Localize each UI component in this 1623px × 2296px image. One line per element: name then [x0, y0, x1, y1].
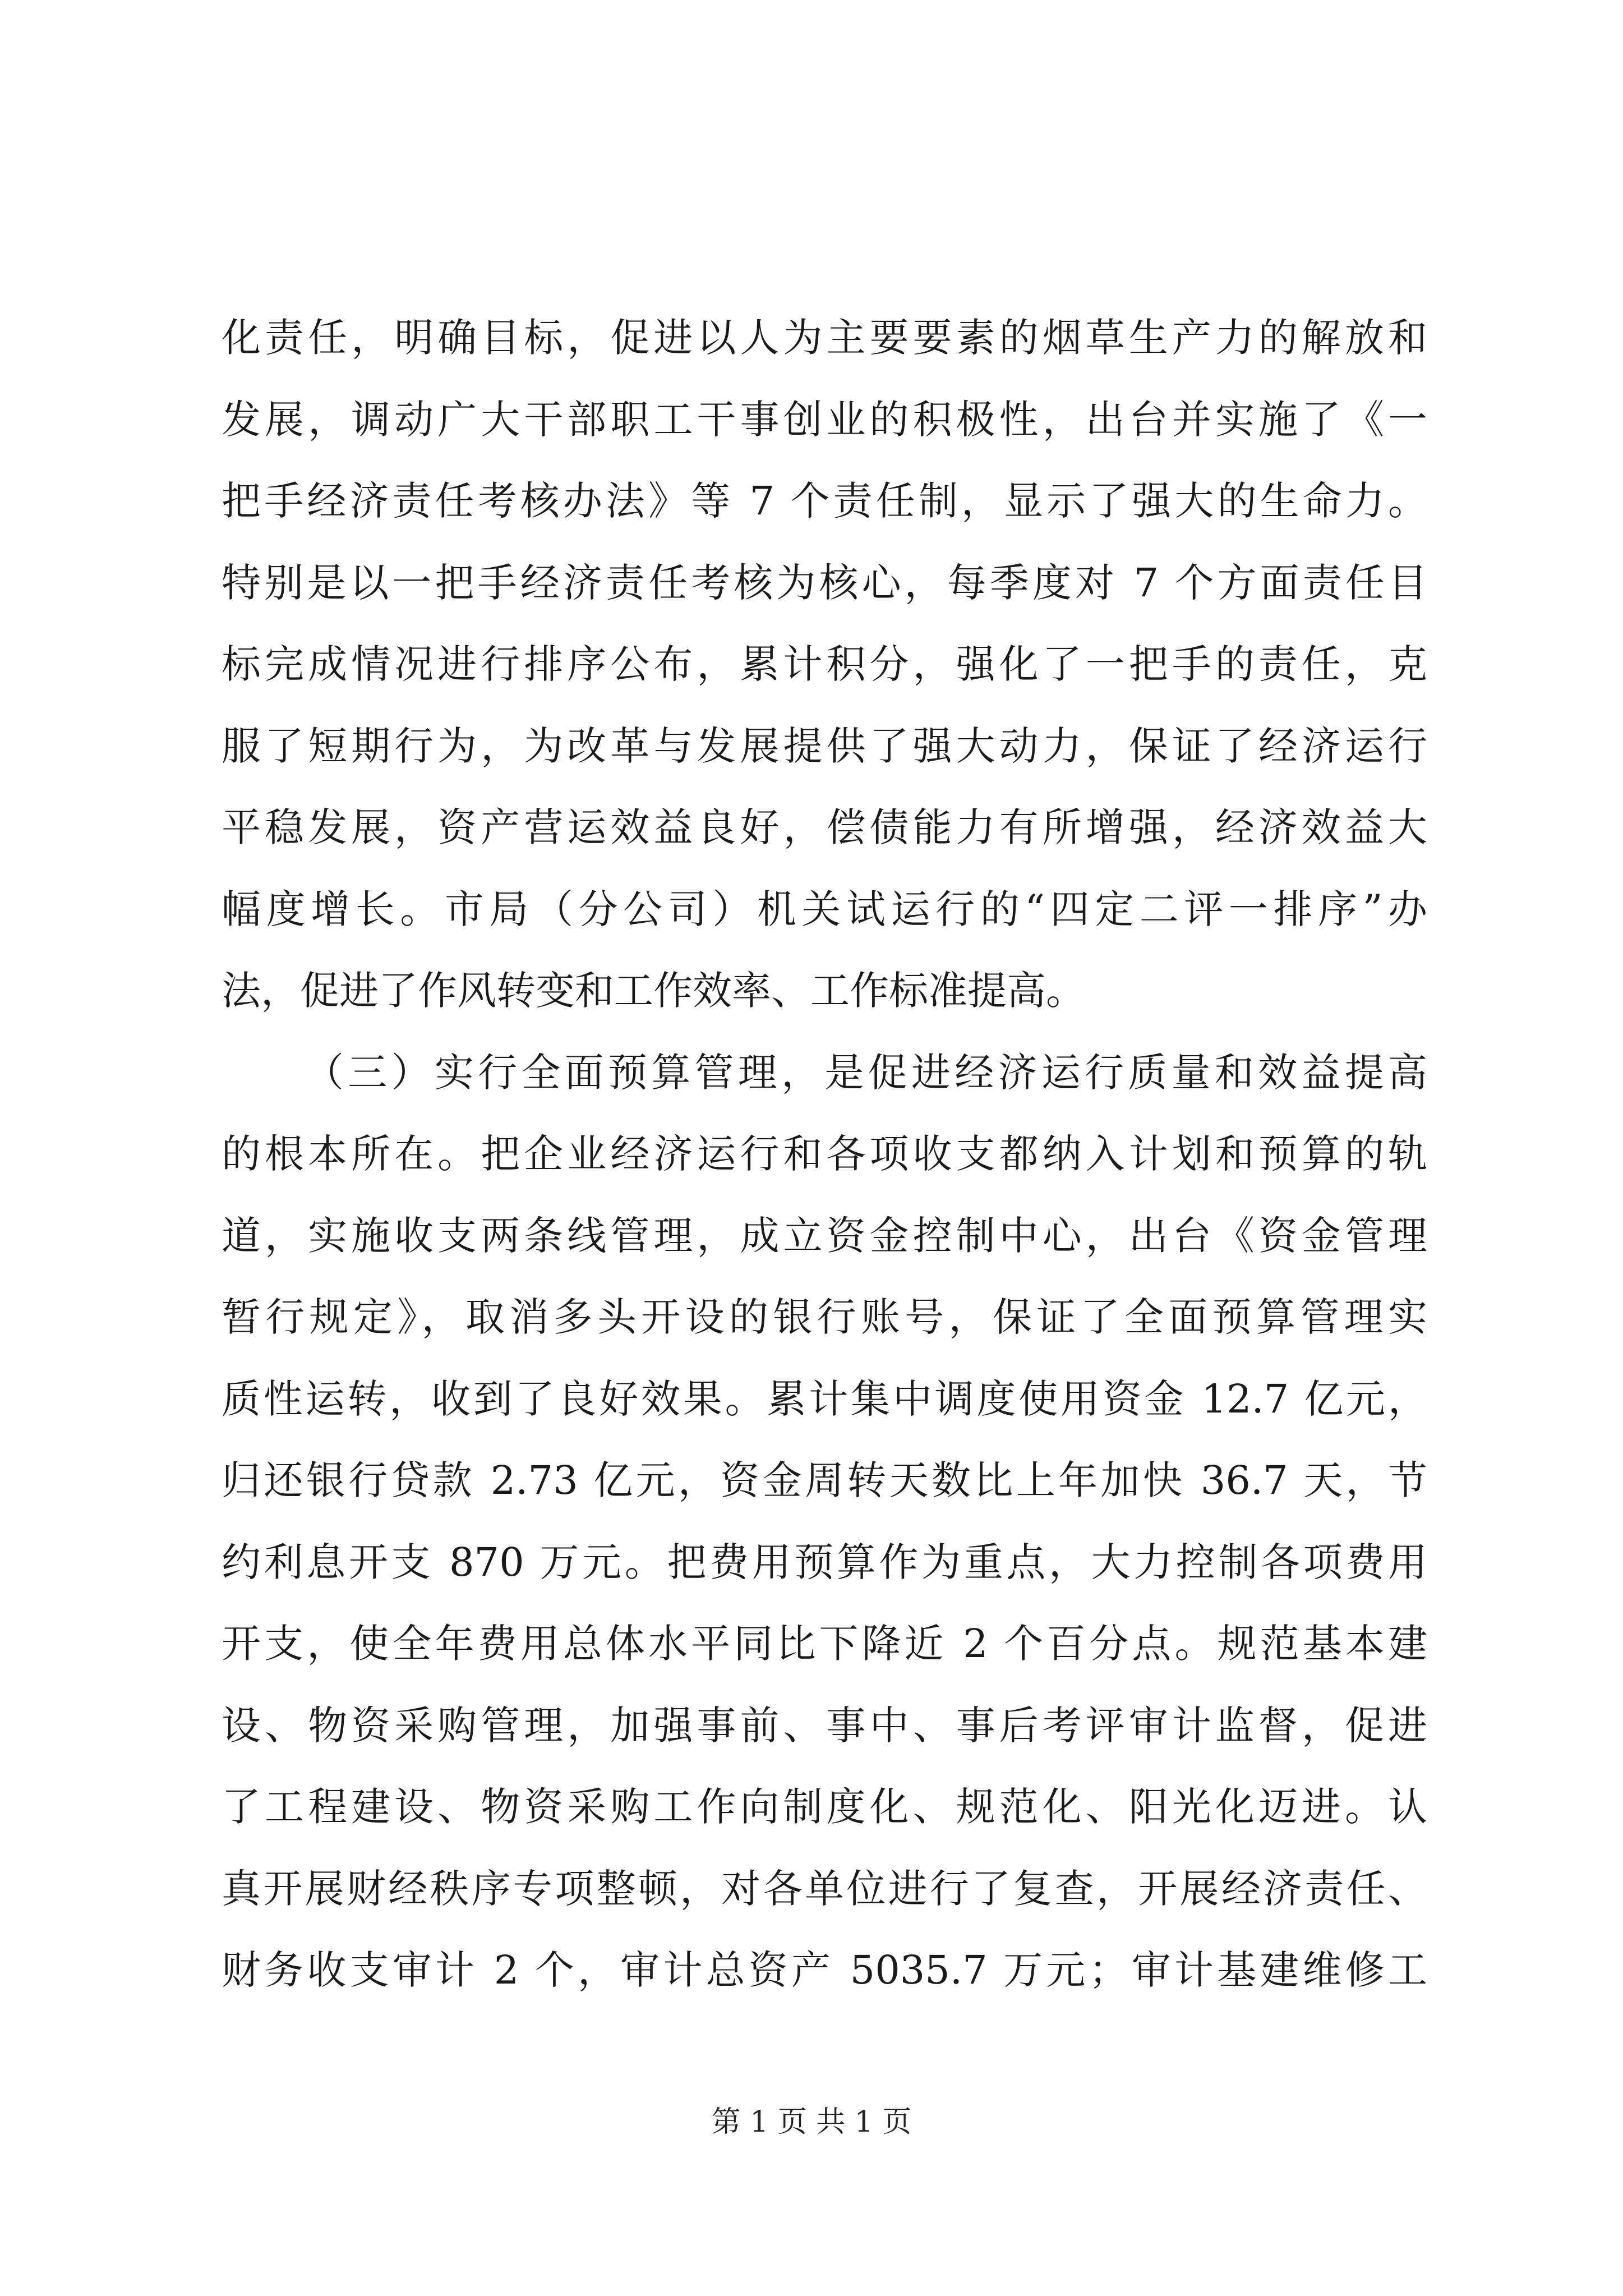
text-line-17: 开支，使全年费用总体水平同比下降近 2 个百分点。规范基本建	[222, 1621, 1427, 1667]
text-line-6: 服了短期行为，为改革与发展提供了强大动力，保证了经济运行	[222, 723, 1427, 769]
text-line-20: 真开展财经秩序专项整顿，对各单位进行了复查，开展经济责任、	[222, 1865, 1427, 1912]
text-line-7: 平稳发展，资产营运效益良好，偿债能力有所增强，经济效益大	[222, 804, 1427, 850]
text-line-1: 化责任，明确目标，促进以人为主要要素的烟草生产力的解放和	[222, 315, 1427, 361]
text-line-2: 发展，调动广大干部职工干事创业的积极性，出台并实施了《一	[222, 396, 1427, 443]
text-line-15: 归还银行贷款 2.73 亿元，资金周转天数比上年加快 36.7 天，节	[222, 1457, 1427, 1503]
page-footer: 第 1 页 共 1 页	[711, 2105, 912, 2139]
text-line-18: 设、物资采购管理，加强事前、事中、事后考评审计监督，促进	[222, 1702, 1427, 1749]
text-line-12: 道，实施收支两条线管理，成立资金控制中心，出台《资金管理	[222, 1212, 1427, 1259]
text-line-8: 幅度增长。市局（分公司）机关试运行的“四定二评一排序”办	[222, 886, 1427, 932]
text-line-9: 法，促进了作风转变和工作效率、工作标准提高。	[222, 968, 1085, 1014]
body-text	[222, 297, 1427, 2012]
text-line-3: 把手经济责任考核办法》等 7 个责任制，显示了强大的生命力。	[222, 478, 1427, 524]
text-line-13: 暂行规定》，取消多头开设的银行账号，保证了全面预算管理实	[222, 1294, 1427, 1340]
text-line-21: 财务收支审计 2 个，审计总资产 5035.7 万元；审计基建维修工	[222, 1947, 1427, 1993]
text-line-19: 了工程建设、物资采购工作向制度化、规范化、阳光化迈进。认	[222, 1784, 1427, 1830]
text-line-4: 特别是以一把手经济责任考核为核心，每季度对 7 个方面责任目	[222, 559, 1427, 606]
text-line-5: 标完成情况进行排序公布，累计积分，强化了一把手的责任，克	[222, 641, 1427, 687]
text-line-11: 的根本所在。把企业经济运行和各项收支都纳入计划和预算的轨	[222, 1131, 1427, 1177]
text-line-16: 约利息开支 870 万元。把费用预算作为重点，大力控制各项费用	[222, 1539, 1427, 1585]
text-line-10-paragraph-start: （三）实行全面预算管理，是促进经济运行质量和效益提高	[305, 1049, 1427, 1096]
text-line-14: 质性运转，收到了良好效果。累计集中调度使用资金 12.7 亿元，	[222, 1375, 1427, 1422]
